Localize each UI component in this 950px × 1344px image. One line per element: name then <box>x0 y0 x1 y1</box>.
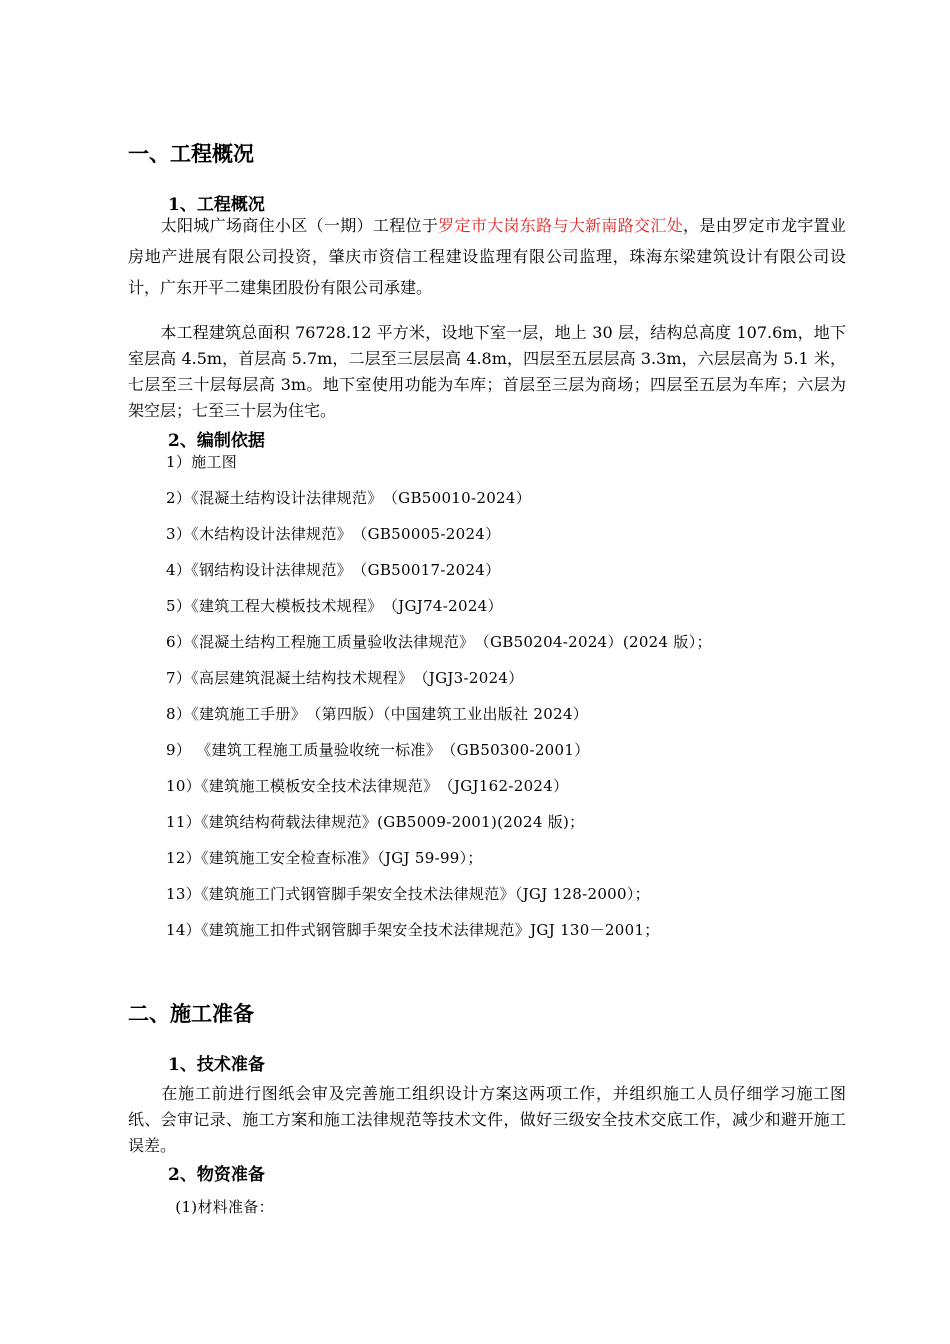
reference-item <box>166 847 483 868</box>
materials-preparation-item: (1)材料准备： <box>160 1198 274 1216</box>
reference-title: 《混凝土结构工程施工质量验收法律规范》 <box>191 633 467 651</box>
project-location-paragraph <box>128 210 846 303</box>
reference-title: 《建筑工程大模板技术规程》 <box>191 597 376 615</box>
reference-title: 施工图 <box>191 453 238 471</box>
section-2-heading: 二、施工准备 <box>128 1001 254 1026</box>
reference-number: 7） <box>166 669 192 687</box>
reference-item <box>166 487 531 508</box>
paragraph-text: ，是由罗定市龙宇置业房地产进展有限公司投资，肇庆市资信工程建设监理有限公司监理，珠海东梁建筑设计有限公司设计，广东开平二建集团股份有限公司承建。 <box>128 216 846 297</box>
reference-number: 6） <box>166 633 192 651</box>
reference-code: （JGJ162-2024） <box>430 777 569 795</box>
reference-item <box>166 775 568 796</box>
reference-title: 《建筑工程施工质量验收统一标准》 <box>191 741 434 759</box>
reference-number: 4） <box>166 561 192 579</box>
reference-code: （JGJ3-2024） <box>405 669 524 687</box>
reference-number: 2） <box>166 489 192 507</box>
reference-item <box>166 883 650 904</box>
reference-item <box>166 559 500 580</box>
reference-code: （JGJ 128-2000）； <box>514 885 650 903</box>
reference-title: 《建筑施工安全检查标准》 <box>201 849 378 867</box>
reference-code: （JGJ 59-99）； <box>377 849 483 867</box>
reference-title: 《混凝土结构设计法律规范》 <box>191 489 376 507</box>
reference-title: 《建筑施工门式钢管脚手架安全技术法律规范》 <box>201 885 515 903</box>
highlighted-location: 罗定市大岗东路与大新南路交汇处 <box>438 216 684 235</box>
reference-code: （GB50300-2001） <box>433 741 590 759</box>
reference-item <box>166 523 500 544</box>
reference-code: （GB50005-2024） <box>344 525 501 543</box>
section-2-1-heading: 1、技术准备 <box>168 1055 265 1075</box>
reference-number: 13） <box>166 885 201 903</box>
project-scale-paragraph: 本工程建筑总面积 76728.12 平方米，设地下室一层，地上 30 层，结构总高度 107.6m，地下室层高 4.5m，首层高 5.7m，二层至三层层高 4.8m，四层至五层层高 3.3m，六层层高为 5.1 米，七层至三十层每层高 3m。地下室使用功能为车库；首层至三层为商场；四层至五层为车库；六层为架空层；七至三十层为住宅。 <box>128 323 846 420</box>
reference-item <box>166 667 524 688</box>
reference-number: 11） <box>166 813 201 831</box>
reference-title: 《钢结构设计法律规范》 <box>191 561 345 579</box>
reference-code: （GB50017-2024） <box>344 561 501 579</box>
reference-title: 《建筑施工手册》 <box>191 705 299 723</box>
reference-code: （GB50010-2024） <box>375 489 532 507</box>
reference-number: 8） <box>166 705 192 723</box>
reference-number: 3） <box>166 525 192 543</box>
reference-code: （JGJ74-2024） <box>375 597 503 615</box>
reference-title: 《建筑施工扣件式钢管脚手架安全技术法律规范》 <box>201 921 531 939</box>
reference-code: （第四版）（中国建筑工业出版社 2024） <box>298 705 589 723</box>
section-1-1-heading: 1、工程概况 <box>168 195 265 215</box>
technical-preparation-paragraph: 在施工前进行图纸会审及完善施工组织设计方案这两项工作，并组织施工人员仔细学习施工图纸、会审记录、施工方案和施工法律规范等技术文件，做好三级安全技术交底工作，减少和避开施工误差。 <box>128 1084 846 1155</box>
section-2-2-heading: 2、物资准备 <box>168 1165 265 1185</box>
reference-title: 《建筑施工模板安全技术法律规范》 <box>201 777 431 795</box>
reference-number: 10） <box>166 777 201 795</box>
reference-title: 《高层建筑混凝土结构技术规程》 <box>191 669 406 687</box>
section-1-2-heading: 2、编制依据 <box>168 431 265 451</box>
reference-item <box>166 703 588 724</box>
section-1-heading: 一、工程概况 <box>128 141 254 166</box>
reference-number: 12） <box>166 849 201 867</box>
reference-code: JGJ 130－2001； <box>530 921 660 939</box>
reference-title: 《建筑结构荷载法律规范》 <box>201 813 378 831</box>
reference-number: 9） <box>166 741 192 759</box>
reference-item <box>166 919 660 940</box>
reference-item <box>166 811 584 832</box>
reference-code: (GB5009-2001)(2024 版)； <box>377 813 585 831</box>
paragraph-indent <box>128 216 161 235</box>
reference-number: 5） <box>166 597 192 615</box>
reference-title: 《木结构设计法律规范》 <box>191 525 345 543</box>
reference-code: （GB50204-2024）(2024 版）； <box>466 633 712 651</box>
reference-item <box>166 451 237 472</box>
paragraph-text: 太阳城广场商住小区（一期）工程位于 <box>160 216 439 235</box>
reference-number: 1） <box>166 453 192 471</box>
reference-number: 14） <box>166 921 201 939</box>
reference-item <box>166 739 590 760</box>
reference-item <box>166 631 712 652</box>
reference-item <box>166 595 503 616</box>
